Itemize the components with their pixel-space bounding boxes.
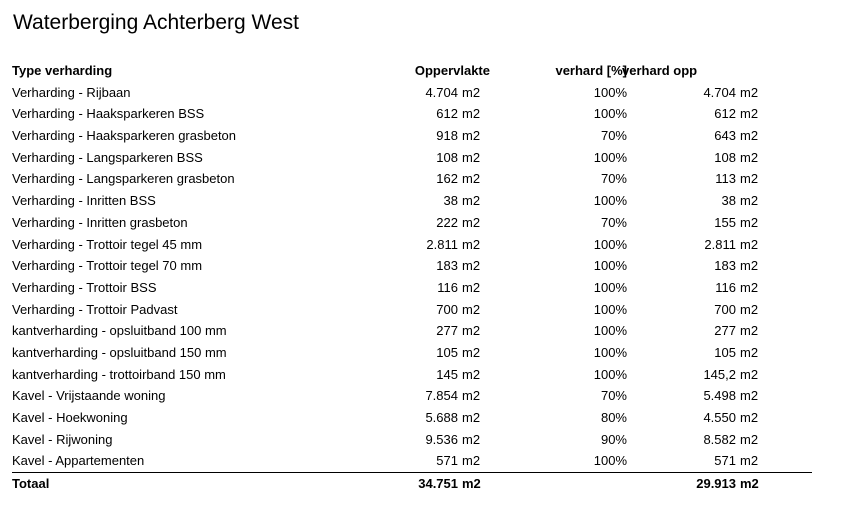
cell-pct: 100% (593, 279, 627, 295)
cell-type: Verharding - Trottoir tegel 45 mm (12, 236, 203, 252)
cell-type: Kavel - Rijwoning (12, 431, 113, 447)
cell-pct: 100% (593, 301, 627, 317)
table-row (12, 385, 812, 407)
cell-type: Verharding - Langsparkeren BSS (12, 149, 203, 165)
header-type: Type verharding (12, 63, 113, 78)
cell-paved: 4.550 m2 (703, 410, 759, 425)
cell-area: 7.854 m2 (425, 388, 481, 404)
cell-paved: 155 m2 (714, 214, 759, 230)
table-row (12, 82, 812, 104)
cell-paved: 145,2 m2 (703, 366, 759, 382)
paving-table (12, 60, 812, 495)
cell-paved: 643 m2 (714, 128, 759, 144)
cell-pct: 90% (600, 431, 627, 447)
cell-type: kantverharding - trottoirband 150 mm (12, 366, 226, 382)
cell-pct: 100% (593, 258, 627, 274)
table-row (12, 125, 812, 147)
header-area: Oppervlakte (414, 63, 490, 78)
cell-paved: 108 m2 (714, 149, 759, 165)
cell-paved: 105 m2 (714, 344, 759, 360)
table-row (12, 277, 812, 299)
cell-area: 183 m2 (436, 258, 481, 274)
cell-area: 2.811 m2 (426, 236, 481, 252)
cell-type: Verharding - Inritten grasbeton (12, 214, 188, 230)
cell-pct: 70% (600, 171, 627, 187)
cell-area: 918 m2 (436, 128, 481, 144)
cell-pct: 100% (593, 149, 627, 165)
cell-paved: 4.704 m2 (703, 84, 759, 100)
total-label: Totaal (12, 476, 50, 492)
cell-paved: 113 m2 (715, 171, 759, 187)
cell-paved: 5.498 m2 (703, 388, 759, 404)
cell-pct: 100% (593, 236, 627, 252)
cell-type: Verharding - Haaksparkeren grasbeton (12, 128, 237, 144)
cell-pct: 100% (593, 323, 627, 339)
cell-type: Verharding - Trottoir tegel 70 mm (12, 258, 203, 274)
cell-type: Kavel - Appartementen (12, 453, 145, 469)
cell-type: Verharding - Trottoir Padvast (12, 301, 178, 317)
cell-area: 9.536 m2 (425, 431, 481, 447)
total-row (12, 472, 812, 495)
cell-type: Verharding - Rijbaan (12, 84, 131, 100)
table-row (12, 299, 812, 321)
cell-type: Kavel - Hoekwoning (12, 410, 128, 425)
table-row (12, 342, 812, 364)
cell-pct: 70% (600, 388, 627, 404)
cell-type: Verharding - Langsparkeren grasbeton (12, 171, 235, 187)
page-title: Waterberging Achterberg West (13, 11, 299, 34)
table-row (12, 212, 812, 234)
total-paved: 29.913 m2 (696, 476, 759, 492)
cell-area: 108 m2 (436, 149, 481, 165)
cell-area: 145 m2 (436, 366, 481, 382)
table-row (12, 429, 812, 451)
cell-paved: 38 m2 (721, 193, 759, 209)
table-row (12, 168, 812, 190)
header-paved: verhard opp (622, 63, 698, 78)
table-row (12, 147, 812, 169)
cell-pct: 100% (593, 193, 627, 209)
cell-type: kantverharding - opsluitband 150 mm (12, 344, 227, 360)
cell-area: 38 m2 (443, 193, 481, 209)
cell-paved: 183 m2 (714, 258, 759, 274)
table-row (12, 255, 812, 277)
table-row (12, 364, 812, 386)
cell-type: Kavel - Vrijstaande woning (12, 388, 166, 404)
cell-pct: 100% (593, 453, 627, 469)
cell-paved: 116 m2 (715, 279, 759, 295)
cell-area: 105 m2 (436, 344, 481, 360)
table-row (12, 234, 812, 256)
table-body (12, 82, 812, 472)
total-area: 34.751 m2 (418, 476, 481, 492)
cell-area: 571 m2 (436, 453, 481, 469)
cell-pct: 80% (600, 410, 627, 425)
cell-paved: 700 m2 (714, 301, 759, 317)
cell-area: 5.688 m2 (425, 410, 481, 425)
table-row (12, 190, 812, 212)
cell-area: 222 m2 (436, 214, 481, 230)
cell-type: kantverharding - opsluitband 100 mm (12, 323, 227, 339)
table-row (12, 407, 812, 429)
cell-area: 162 m2 (436, 171, 481, 187)
cell-pct: 70% (600, 128, 627, 144)
cell-area: 116 m2 (437, 279, 481, 295)
cell-pct: 100% (593, 366, 627, 382)
cell-type: Verharding - Haaksparkeren BSS (12, 106, 205, 122)
cell-paved: 612 m2 (714, 106, 759, 122)
table-row (12, 103, 812, 125)
table-row (12, 320, 812, 342)
cell-pct: 70% (600, 214, 627, 230)
cell-paved: 8.582 m2 (703, 431, 759, 447)
cell-paved: 2.811 m2 (704, 236, 759, 252)
table-row (12, 450, 812, 472)
cell-area: 4.704 m2 (425, 84, 481, 100)
cell-paved: 277 m2 (714, 323, 759, 339)
table-header-row (12, 60, 812, 82)
cell-pct: 100% (593, 84, 627, 100)
cell-area: 700 m2 (436, 301, 481, 317)
header-pct: verhard [%] (555, 63, 627, 78)
cell-pct: 100% (593, 344, 627, 360)
cell-area: 612 m2 (436, 106, 481, 122)
cell-type: Verharding - Trottoir BSS (12, 279, 157, 295)
cell-pct: 100% (593, 106, 627, 122)
cell-type: Verharding - Inritten BSS (12, 193, 156, 209)
cell-area: 277 m2 (436, 323, 481, 339)
cell-paved: 571 m2 (714, 453, 759, 469)
